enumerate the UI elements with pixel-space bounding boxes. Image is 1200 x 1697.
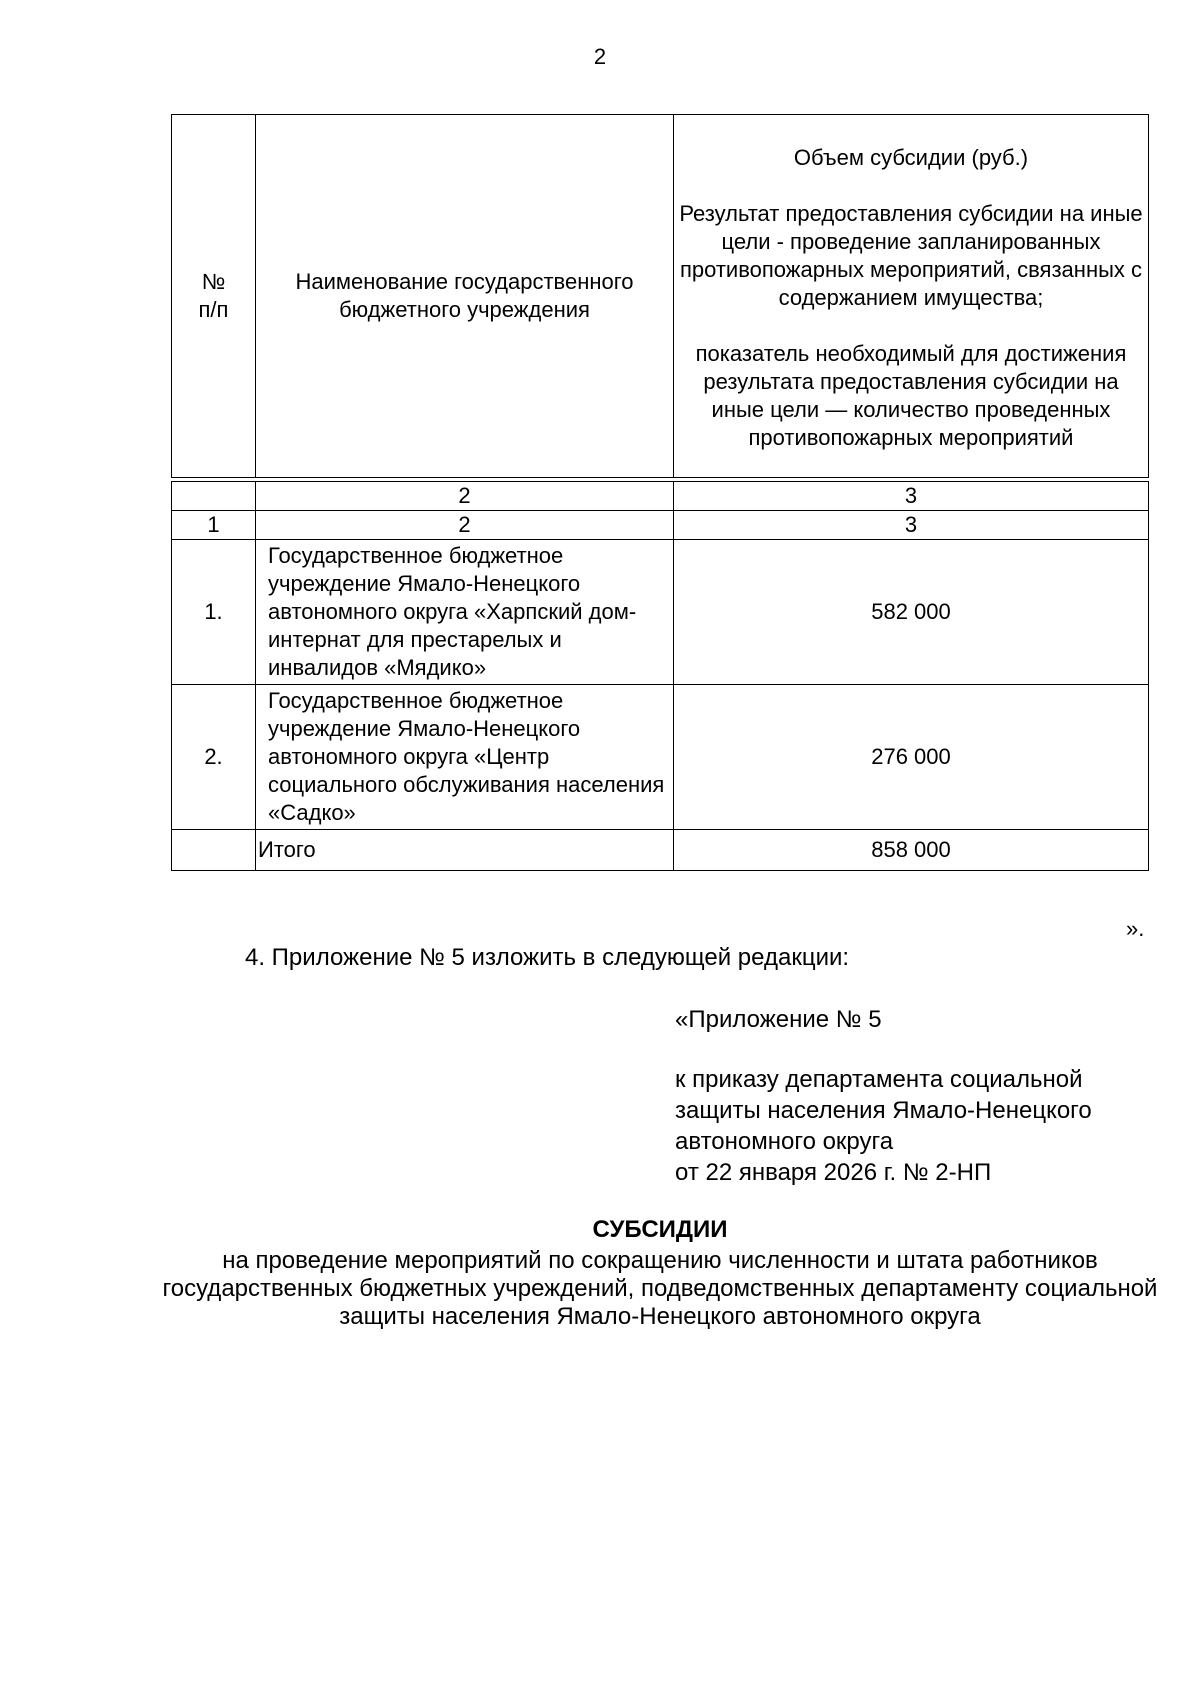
subsidy-title: СУБСИДИИ — [592, 1216, 728, 1243]
item-4-text: 4. Приложение № 5 изложить в следующей редакции: — [245, 944, 850, 971]
annex-reference: к приказу департамента социальной защиты населения Ямало-Ненецкого автономного округа от 22 января 2026 г. № 2-НП — [675, 1066, 1092, 1186]
closing-quote: ». — [1126, 916, 1145, 941]
table-header-row — [172, 115, 1149, 478]
table-total-row — [172, 830, 1149, 871]
table-number-row — [172, 511, 1149, 540]
table-row — [172, 540, 1149, 685]
table-cell: 2 — [256, 482, 674, 511]
page-number: 2 — [593, 44, 607, 69]
row-value: 582 000 — [674, 540, 1149, 685]
row-name: Государственное бюджетное учреждение Ямало-Ненецкого автономного округа «Центр социального обслуживания населения «Садко» — [256, 685, 674, 830]
header-volume: Объем субсидии (руб.) Результат предоставления субсидии на иные цели - проведение запланированных противопожарных мероприятий, связанных с содержанием имущества; показатель необходимый для достижения результата предоставления субсидии на иные цели — количество проведенных противопожарных мероприятий — [674, 115, 1149, 478]
header-num: № п/п — [172, 115, 256, 478]
row-num: 2. — [172, 685, 256, 830]
header-name: Наименование государственного бюджетного учреждения — [256, 115, 674, 478]
row-value: 276 000 — [674, 685, 1149, 830]
row-name: Государственное бюджетное учреждение Ямало-Ненецкого автономного округа «Харпский дом-интернат для престарелых и инвалидов «Мядико» — [256, 540, 674, 685]
table-row — [172, 685, 1149, 830]
annex-block — [675, 1004, 1092, 1188]
table-cell: 2 — [256, 511, 674, 540]
subsidy-table — [171, 114, 1148, 871]
total-label: Итого — [256, 830, 674, 871]
row-num: 1. — [172, 540, 256, 685]
total-value: 858 000 — [674, 830, 1149, 871]
subsidy-description: на проведение мероприятий по сокращению численности и штата работников государственных бюджетных учреждений, подведомственных департаменту социальной защиты населения Ямало-Ненецкого автономного округа — [162, 1247, 1158, 1330]
table-cell — [172, 482, 256, 511]
table-cell: 3 — [674, 482, 1149, 511]
annex-title: «Приложение № 5 — [675, 1006, 882, 1033]
table-cell: 1 — [172, 511, 256, 540]
table-number-row — [172, 482, 1149, 511]
table-cell: 3 — [674, 511, 1149, 540]
